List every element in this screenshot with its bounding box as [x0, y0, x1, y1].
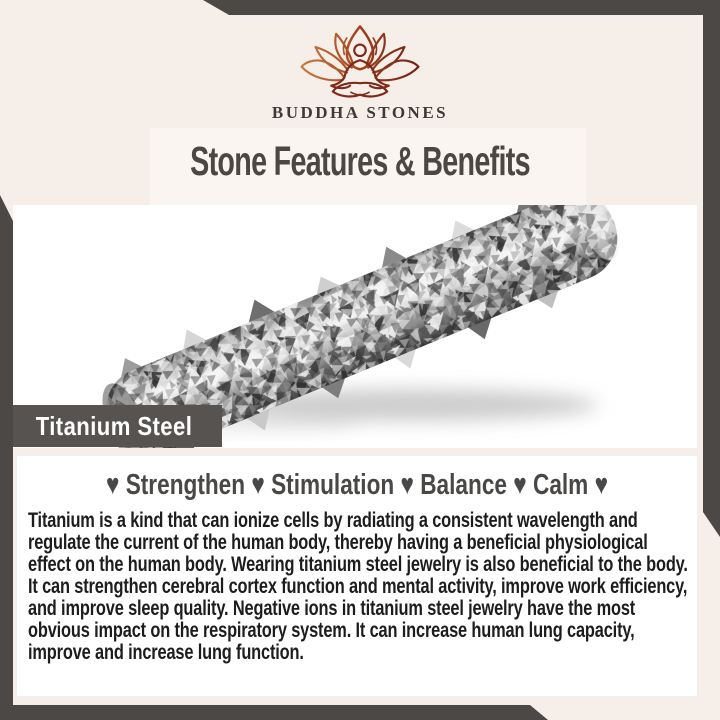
frame-right-bar	[703, 0, 720, 537]
frame-top-bar	[0, 0, 720, 15]
lotus-logo-icon	[290, 22, 430, 100]
benefits-body: Titanium is a kind that can ionize cells by radiating a consistent wavelength and regulate the current of the human body, thereby having a beneficial physiological effect on the human body. Wearing titanium steel jewelry is also beneficial to the body. It can strengthen cerebral cortex function and mental activity, improve work efficiency, and improve sleep quality. Negative ions in titanium steel jewelry have the most obvious impact on the respiratory system. It can increase human lung capacity, improve and increase lung function.	[28, 509, 688, 664]
benefits-body-wrap	[28, 510, 688, 664]
frame-left-bar	[0, 195, 13, 720]
page-title: Stone Features & Benefits	[190, 138, 530, 184]
product-label-band	[0, 405, 222, 447]
benefits-panel	[17, 456, 697, 696]
frame-bottom-bar	[0, 705, 548, 720]
benefits-heading: ♥ Strengthen ♥ Stimulation ♥ Balance ♥ Calm ♥	[105, 469, 609, 501]
product-label: Titanium Steel	[35, 411, 193, 441]
brand-name: BUDDHA STONES	[271, 103, 449, 122]
